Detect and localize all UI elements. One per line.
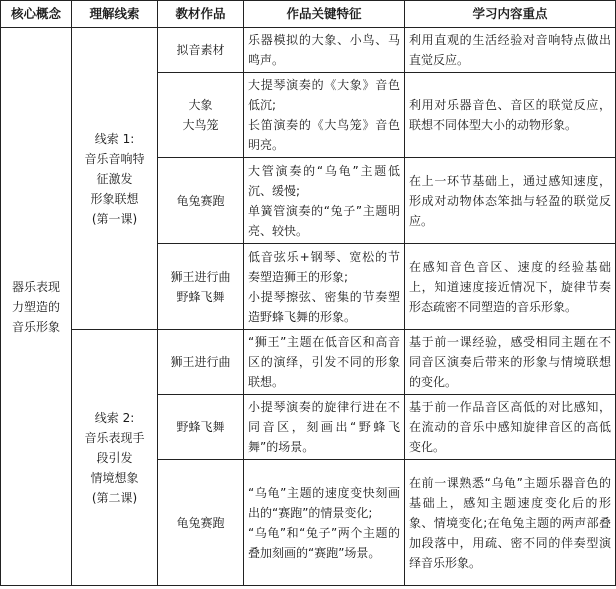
clue-line: 形象联想 xyxy=(90,191,139,206)
header-row xyxy=(1,1,616,28)
work-cell: 龟兔赛跑 xyxy=(158,158,244,244)
clue-line: (第二课) xyxy=(91,490,138,505)
work-cell: 野蜂飞舞 xyxy=(158,395,244,460)
focus-cell: 在前一课熟悉“乌龟”主题乐器音色的基础上，感知主题速度变化后的形象、情境变化;在龟兔主题的两声部叠加段落中，用疏、密不同的伴奏型演绎音乐形象。 xyxy=(405,460,616,586)
clue-line: 线索 2: xyxy=(94,410,135,425)
work-cell: 龟兔赛跑 xyxy=(158,460,244,586)
clue-line: 线索 1: xyxy=(94,131,135,146)
clue-line: 音乐表现手 xyxy=(84,430,145,445)
features-cell: “狮王”主题在低音区和高音区的演绎，引发不同的形象联想。 xyxy=(244,330,405,395)
header-features: 作品关键特征 xyxy=(244,1,405,28)
focus-cell: 利用直观的生活经验对音响特点做出直觉反应。 xyxy=(405,28,616,73)
table-row xyxy=(1,28,616,73)
clue-cell-2 xyxy=(72,330,158,586)
focus-cell: 利用对乐器音色、音区的联觉反应，联想不同体型大小的动物形象。 xyxy=(405,73,616,158)
work-cell: 拟音素材 xyxy=(158,28,244,73)
focus-cell: 基于前一作品音区高低的对比感知，在流动的音乐中感知旋律音区的高低变化。 xyxy=(405,395,616,460)
clue-line: (第一课) xyxy=(91,211,138,226)
clue-line: 征激发 xyxy=(96,171,133,186)
core-concept-cell xyxy=(1,28,72,586)
clue-line: 段引发 xyxy=(96,450,133,465)
clue-cell-1 xyxy=(72,28,158,330)
focus-cell: 在感知音色音区、速度的经验基础上，知道速度接近情况下，旋律节奏形态疏密不同塑造的音乐形象。 xyxy=(405,244,616,330)
features-cell: 乐器模拟的大象、小鸟、马鸣声。 xyxy=(244,28,405,73)
header-work: 教材作品 xyxy=(158,1,244,28)
features-cell: “乌龟”主题的速度变快刻画出的“赛跑”的情景变化; “乌龟”和“兔子”两个主题的叠加刻画的“赛跑”场景。 xyxy=(244,460,405,586)
core-concept-line: 音乐形象 xyxy=(11,319,60,334)
core-concept-line: 器乐表现 xyxy=(11,279,60,294)
features-cell: 低音弦乐+钢琴、宽松的节奏塑造狮王的形象; 小提琴擦弦、密集的节奏塑造野蜂飞舞的形象。 xyxy=(244,244,405,330)
features-cell: 大提琴演奏的《大象》音色低沉; 长笛演奏的《大鸟笼》音色明亮。 xyxy=(244,73,405,158)
clue-line: 情境想象 xyxy=(90,470,139,485)
work-cell: 大象 大鸟笼 xyxy=(158,73,244,158)
header-clue: 理解线索 xyxy=(72,1,158,28)
header-core-concept: 核心概念 xyxy=(1,1,72,28)
table-row xyxy=(1,330,616,395)
work-cell: 狮王进行曲 野蜂飞舞 xyxy=(158,244,244,330)
focus-cell: 基于前一课经验，感受相同主题在不同音区演奏后带来的形象与情境联想的变化。 xyxy=(405,330,616,395)
features-cell: 小提琴演奏的旋律行进在不同音区，刻画出“野蜂飞舞”的场景。 xyxy=(244,395,405,460)
focus-cell: 在上一环节基础上，通过感知速度，形成对动物体态笨拙与轻盈的联觉反应。 xyxy=(405,158,616,244)
features-cell: 大管演奏的“乌龟”主题低沉、缓慢; 单簧管演奏的“兔子”主题明亮、较快。 xyxy=(244,158,405,244)
work-cell: 狮王进行曲 xyxy=(158,330,244,395)
clue-line: 音乐音响特 xyxy=(84,151,145,166)
header-focus: 学习内容重点 xyxy=(405,1,616,28)
core-concept-line: 力塑造的 xyxy=(11,299,60,314)
